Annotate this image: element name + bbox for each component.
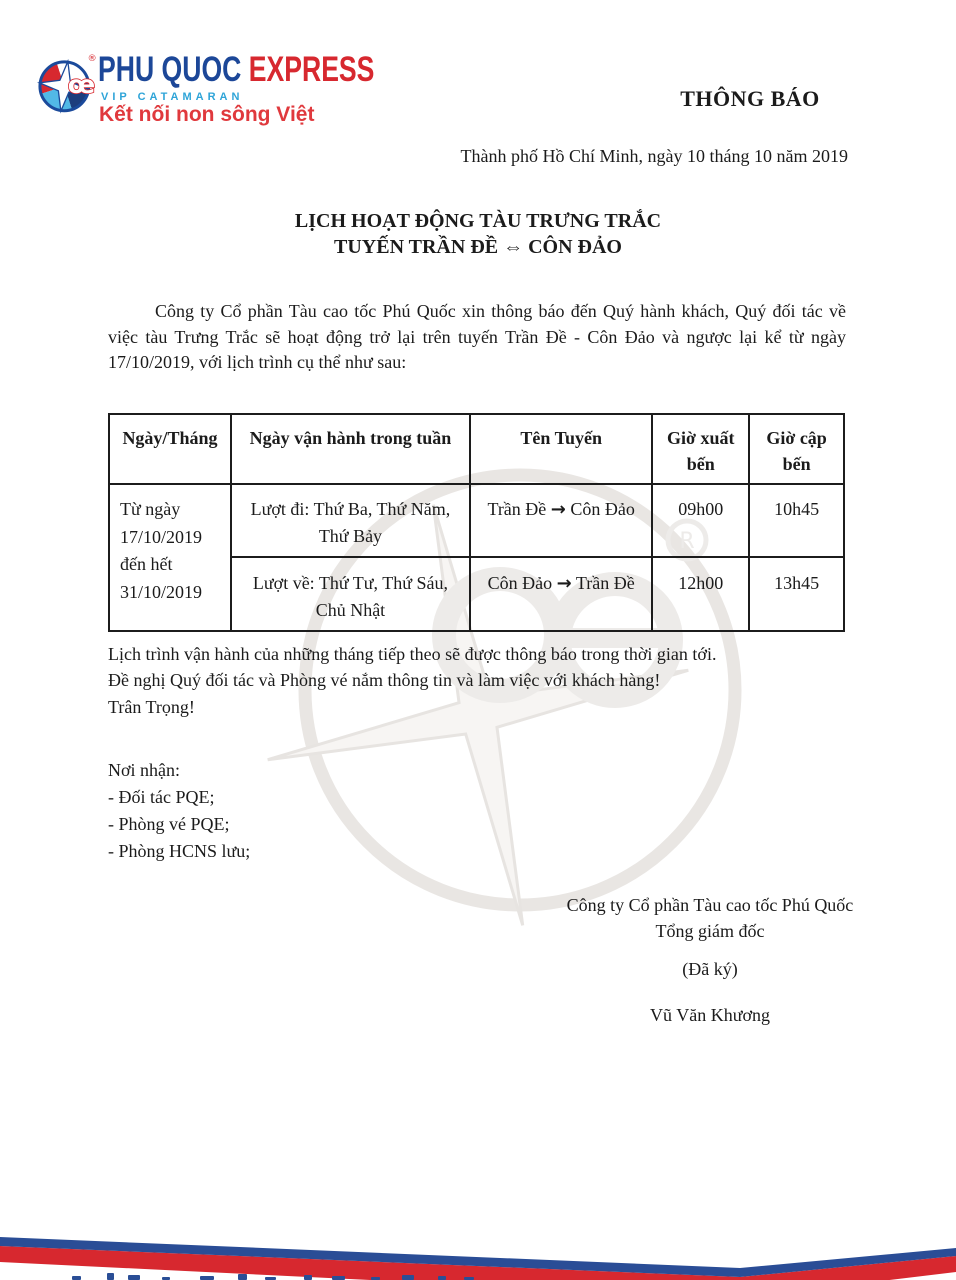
right-arrow-icon: →	[550, 499, 566, 520]
col-header-route: Tên Tuyến	[470, 414, 652, 484]
brand-tagline: Kết nối non sông Việt	[99, 103, 315, 126]
signature-name: Vũ Văn Khương	[650, 1005, 770, 1025]
document-title-line1: LỊCH HOẠT ĐỘNG TÀU TRƯNG TRẮC	[294, 210, 662, 232]
dateline: Thành phố Hồ Chí Minh, ngày 10 tháng 10 năm 2019	[460, 146, 848, 166]
period-line: 31/10/2019	[120, 581, 203, 602]
period-line: 17/10/2019	[120, 526, 203, 547]
signature-signed-note: (Đã ký)	[682, 959, 738, 979]
recipient-item: - Phòng vé PQE;	[108, 814, 230, 834]
cell-operating-days	[231, 557, 470, 631]
col-header-date: Ngày/Tháng	[109, 414, 231, 484]
signature-position: Tổng giám đốc	[655, 921, 765, 941]
closing-line2: Đề nghị Quý đối tác và Phòng vé nắm thông tin và làm việc với khách hàng!	[108, 670, 661, 691]
document-type-heading: THÔNG BÁO	[680, 86, 820, 111]
svg-text:R: R	[679, 529, 695, 554]
logo-monogram: œ	[67, 69, 96, 99]
days-line: Chủ Nhật	[315, 600, 386, 620]
right-arrow-icon: →	[556, 573, 572, 594]
company-logo-icon	[34, 44, 100, 120]
closing-paragraph	[108, 641, 853, 720]
closing-line3: Trân Trọng!	[108, 696, 195, 717]
days-line: Thứ Bảy	[318, 526, 383, 546]
recipients-label: Nơi nhận:	[108, 760, 181, 780]
cell-route	[470, 484, 652, 557]
intro-paragraph: Công ty Cổ phần Tàu cao tốc Phú Quốc xin thông báo đến Quý hành khách, Quý đối tác về việc tàu Trưng Trắc sẽ hoạt động trở lại trên tuyến Trần Đề - Côn Đảo và ngược lại kể từ ngày 17/10/2019, với lịch trình cụ thể như sau:	[108, 301, 846, 372]
period-line: đến hết	[120, 554, 173, 574]
route-from: Trần Đề	[487, 499, 547, 519]
signature-company: Công ty Cổ phần Tàu cao tốc Phú Quốc	[566, 895, 854, 915]
cell-departure-time: 12h00	[652, 557, 749, 631]
schedule-table-wrapper	[108, 413, 845, 632]
cell-route	[470, 557, 652, 631]
recipient-item: - Đối tác PQE;	[108, 787, 215, 807]
cell-departure-time: 09h00	[652, 484, 749, 557]
recipients-block	[108, 757, 508, 865]
route-to: Trần Đề	[575, 573, 635, 593]
cell-arrival-time: 13h45	[749, 557, 844, 631]
cell-operating-days	[231, 484, 470, 557]
document-title-line2: TUYẾN TRẦN ĐỀ ⇔ CÔN ĐẢO	[334, 236, 622, 258]
table-row	[109, 484, 844, 557]
brand-name-blue: PHU QUOC	[98, 50, 242, 89]
days-line: Lượt đi: Thứ Ba, Thứ Năm,	[250, 499, 451, 519]
cell-period	[109, 484, 231, 631]
cutoff-text-fragments	[72, 1272, 592, 1280]
cell-arrival-time: 10h45	[749, 484, 844, 557]
closing-line1: Lịch trình vận hành của những tháng tiếp theo sẽ được thông báo trong thời gian tới.	[108, 644, 717, 664]
brand-name-red: EXPRESS	[248, 50, 375, 89]
schedule-table	[108, 413, 845, 632]
table-header-row	[109, 414, 844, 484]
route-from: Côn Đảo	[487, 573, 553, 593]
registered-mark: ®	[87, 53, 97, 65]
col-header-departure-time: Giờ xuất bến	[652, 414, 749, 484]
signature-company-block	[530, 892, 890, 944]
route-to: Côn Đảo	[570, 499, 635, 519]
brand-subtitle: VIP CATAMARAN	[101, 91, 244, 103]
document-title	[0, 208, 956, 260]
period-line: Từ ngày	[120, 499, 181, 519]
days-line: Lượt về: Thứ Tư, Thứ Sáu,	[252, 573, 448, 593]
recipient-item: - Phòng HCNS lưu;	[108, 841, 251, 861]
col-header-operating-days: Ngày vận hành trong tuần	[231, 414, 470, 484]
brand-wordmark	[98, 52, 374, 87]
col-header-arrival-time: Giờ cập bến	[749, 414, 844, 484]
